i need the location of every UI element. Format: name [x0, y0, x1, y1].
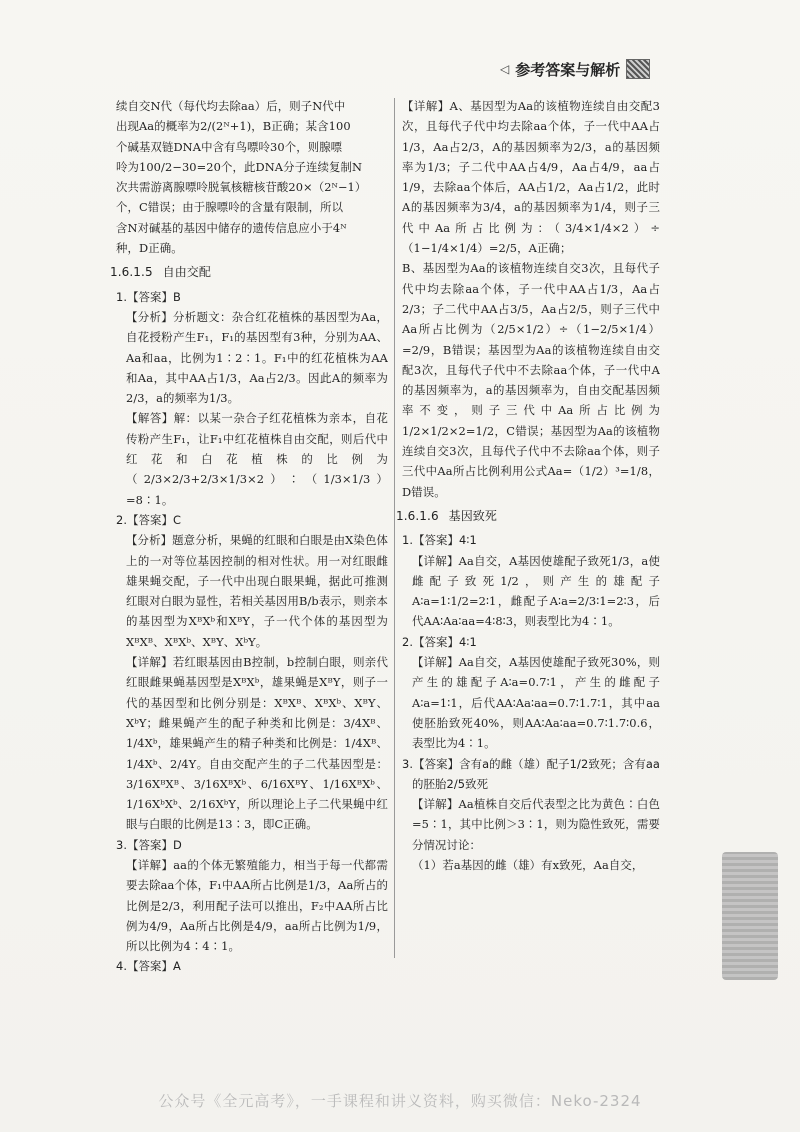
column-divider [394, 98, 395, 958]
header-logo-icon [626, 59, 650, 79]
continued-line-8: 种，D正确。 [116, 241, 183, 256]
header-arrow-icon: ◁ [500, 62, 510, 76]
q1-answer: 1.【答案】B [116, 289, 181, 304]
header-title: 参考答案与解析 [515, 60, 621, 79]
section-title: 自由交配 [162, 265, 212, 280]
lethal-q3-detail: 【详解】Aa植株自交后代表型之比为黄色∶白色=5∶1，其中比例＞3∶1，则为隐性致死，需要分情况讨论： [412, 797, 660, 852]
continued-line-3: 个碱基双链DNA中含有鸟嘌呤30个，则腺嘌 [116, 139, 343, 154]
q2-answer: 2.【答案】C [116, 512, 182, 527]
continued-line-7: 含N对碱基的基因中储存的遗传信息应小于4ᴺ [116, 220, 347, 235]
section-heading-lethal-genes [396, 506, 660, 526]
lethal-q1-detail: 【详解】Aa自交，A基因使雄配子致死1/3，a使雌配子致死1/2，则产生的雄配子A∶a=1∶1/2=2∶1，雌配子A∶a=2/3∶1=2∶3，后代AA∶Aa∶aa=4∶8∶3，则表型比为4∶1。 [412, 553, 660, 629]
continued-line-1: 续自交N代（每代均去除aa）后，则子N代中 [116, 99, 346, 113]
q2-detail: 【详解】若红眼基因由B控制，b控制白眼，则亲代红眼雌果蝇基因型是XᴮXᵇ，雄果蝇是XᴮY，则子一代的基因型和比例分别是：XᴮXᴮ、XᴮXᵇ、XᴮY、XᵇY；雌果蝇产生的配子种类和比例是：3/4Xᴮ、1/4Xᵇ，雄果蝇产生的精子种类和比例是：1/4Xᴮ、1/4Xᵇ、2/4Y。自由交配产生的子二代基因型是：3/16XᴮXᴮ、3/16XᴮXᵇ、6/16XᴮY、1/16XᴮXᵇ、1/16XᵇXᵇ、2/16XᵇY，所以理论上子二代果蝇中红眼与白眼的比例是13∶3，即C正确。 [126, 655, 388, 832]
continued-line-6: 个，C错误；由于腺嘌呤的含量有限制，所以 [116, 200, 344, 215]
lethal-q3-case1: （1）若a基因的雌（雄）有x致死，Aa自交， [412, 857, 644, 872]
left-column [110, 96, 388, 977]
lethal-q3-answer: 3.【答案】含有a的雌（雄）配子1/2致死；含有aa的胚胎2/5致死 [402, 756, 660, 791]
continued-line-5: 次共需游离腺嘌呤脱氧核糖核苷酸20×（2ᴺ−1） [116, 180, 367, 195]
q4-answer: 4.【答案】A [116, 959, 181, 974]
q2-analysis: 【分析】题意分析，果蝇的红眼和白眼是由X染色体上的一对等位基因控制的相对性状。用一对红眼雌雄果蝇交配，子一代中出现白眼果蝇，据此可推测红眼对白眼为显性，若相关基因用B/b表示，则亲本的基因型为XᴮXᵇ和XᴮY，子一代个体的基因型为XᴮXᴮ、XᴮXᵇ、XᴮY、XᵇY。 [126, 533, 388, 649]
continued-line-4: 呤为100/2−30=20个，此DNA分子连续复制N [116, 159, 363, 174]
footer-watermark: 公众号《全元高考》，一手课程和讲义资料，购买微信：Neko-2324 [158, 1092, 642, 1110]
lethal-q1-answer: 1.【答案】4∶1 [402, 533, 477, 548]
q4-detail-b: B、基因型为Aa的该植物连续自交3次，且每代子代中均去除aa个体，子一代中AA占1/3，Aa占2/3；子二代中AA占3/5，Aa占2/5，则子三代中Aa所占比例为（2/5×1/2）÷（1−2/5×1/4）=2/9，B错误；基因型为Aa的该植物连续自由交配3次，且每代子代中不去除aa个体，子一代中A的基因频率为，a的基因频率为，自由交配基因频率不变，则子三代中Aa所占比例为1/2×1/2×2=1/2，C错误；基因型为Aa的该植物连续自交3次，且每代子代中不去除aa个体，则子三代中Aa所占比例利用公式Aa=（1/2）³=1/8，D错误。 [402, 261, 660, 499]
q3-answer: 3.【答案】D [116, 837, 182, 852]
q3-detail: 【详解】aa的个体无繁殖能力，相当于每一代都需要去除aa个体，F₁中AA所占比例是1/3，Aa所占的比例是2/3，利用配子法可以推出，F₂中AA所占比例为4/9，Aa所占比例是4/9，aa所占比例为1/9，所以比例为4∶4∶1。 [126, 857, 388, 954]
lethal-q2-answer: 2.【答案】4∶1 [402, 634, 477, 649]
page-header [500, 56, 660, 82]
lethal-q2-detail: 【详解】Aa自交，A基因使雄配子致死30%，则产生的雄配子A∶a=0.7∶1，产生的雌配子A∶a=1∶1，后代AA∶Aa∶aa=0.7∶1.7∶1，其中aa使胚胎致死40%，则AA∶Aa∶aa=0.7∶1.7∶0.6，表型比为4∶1。 [412, 655, 660, 751]
right-column [396, 96, 660, 875]
section-number: 1.6.1.6 [396, 508, 439, 523]
q4-detail-a: 【详解】A、基因型为Aa的该植物连续自由交配3次，且每代子代中均去除aa个体，子一代中AA占1/3，Aa占2/3，A的基因频率为2/3，a的基因频率为1/3；子二代中AA占4/9，Aa占4/9，aa占1/9，去除aa个体后，AA占1/2，Aa占1/2，此时A的基因频率为3/4，a的基因频率为1/4，则子三代中Aa所占比例为：（3/4×1/4×2）÷（1−1/4×1/4）=2/5，A正确； [402, 99, 660, 256]
side-thumb-tab [722, 852, 778, 980]
q1-solution: 【解答】解：以某一杂合子红花植株为亲本，自花传粉产生F₁，让F₁中红花植株自由交配，则后代中红花和白花植株的比例为（2/3×2/3+2/3×1/3×2）∶（1/3×1/3）=8∶1。 [126, 411, 388, 507]
section-number: 1.6.1.5 [110, 265, 153, 280]
section-title: 基因致死 [448, 508, 498, 523]
section-heading-free-mating [110, 262, 388, 282]
q1-analysis: 【分析】分析题文：杂合红花植株的基因型为Aa，自花授粉产生F₁，F₁的基因型有3种，分别为AA、Aa和aa，比例为1∶2∶1。F₁中的红花植株为AA和Aa，其中AA占1/3，Aa占2/3。因此A的频率为2/3，a的频率为1/3。 [126, 309, 388, 406]
continued-line-2: 出现Aa的概率为2/(2ᴺ+1)，B正确；某含100 [116, 119, 351, 134]
